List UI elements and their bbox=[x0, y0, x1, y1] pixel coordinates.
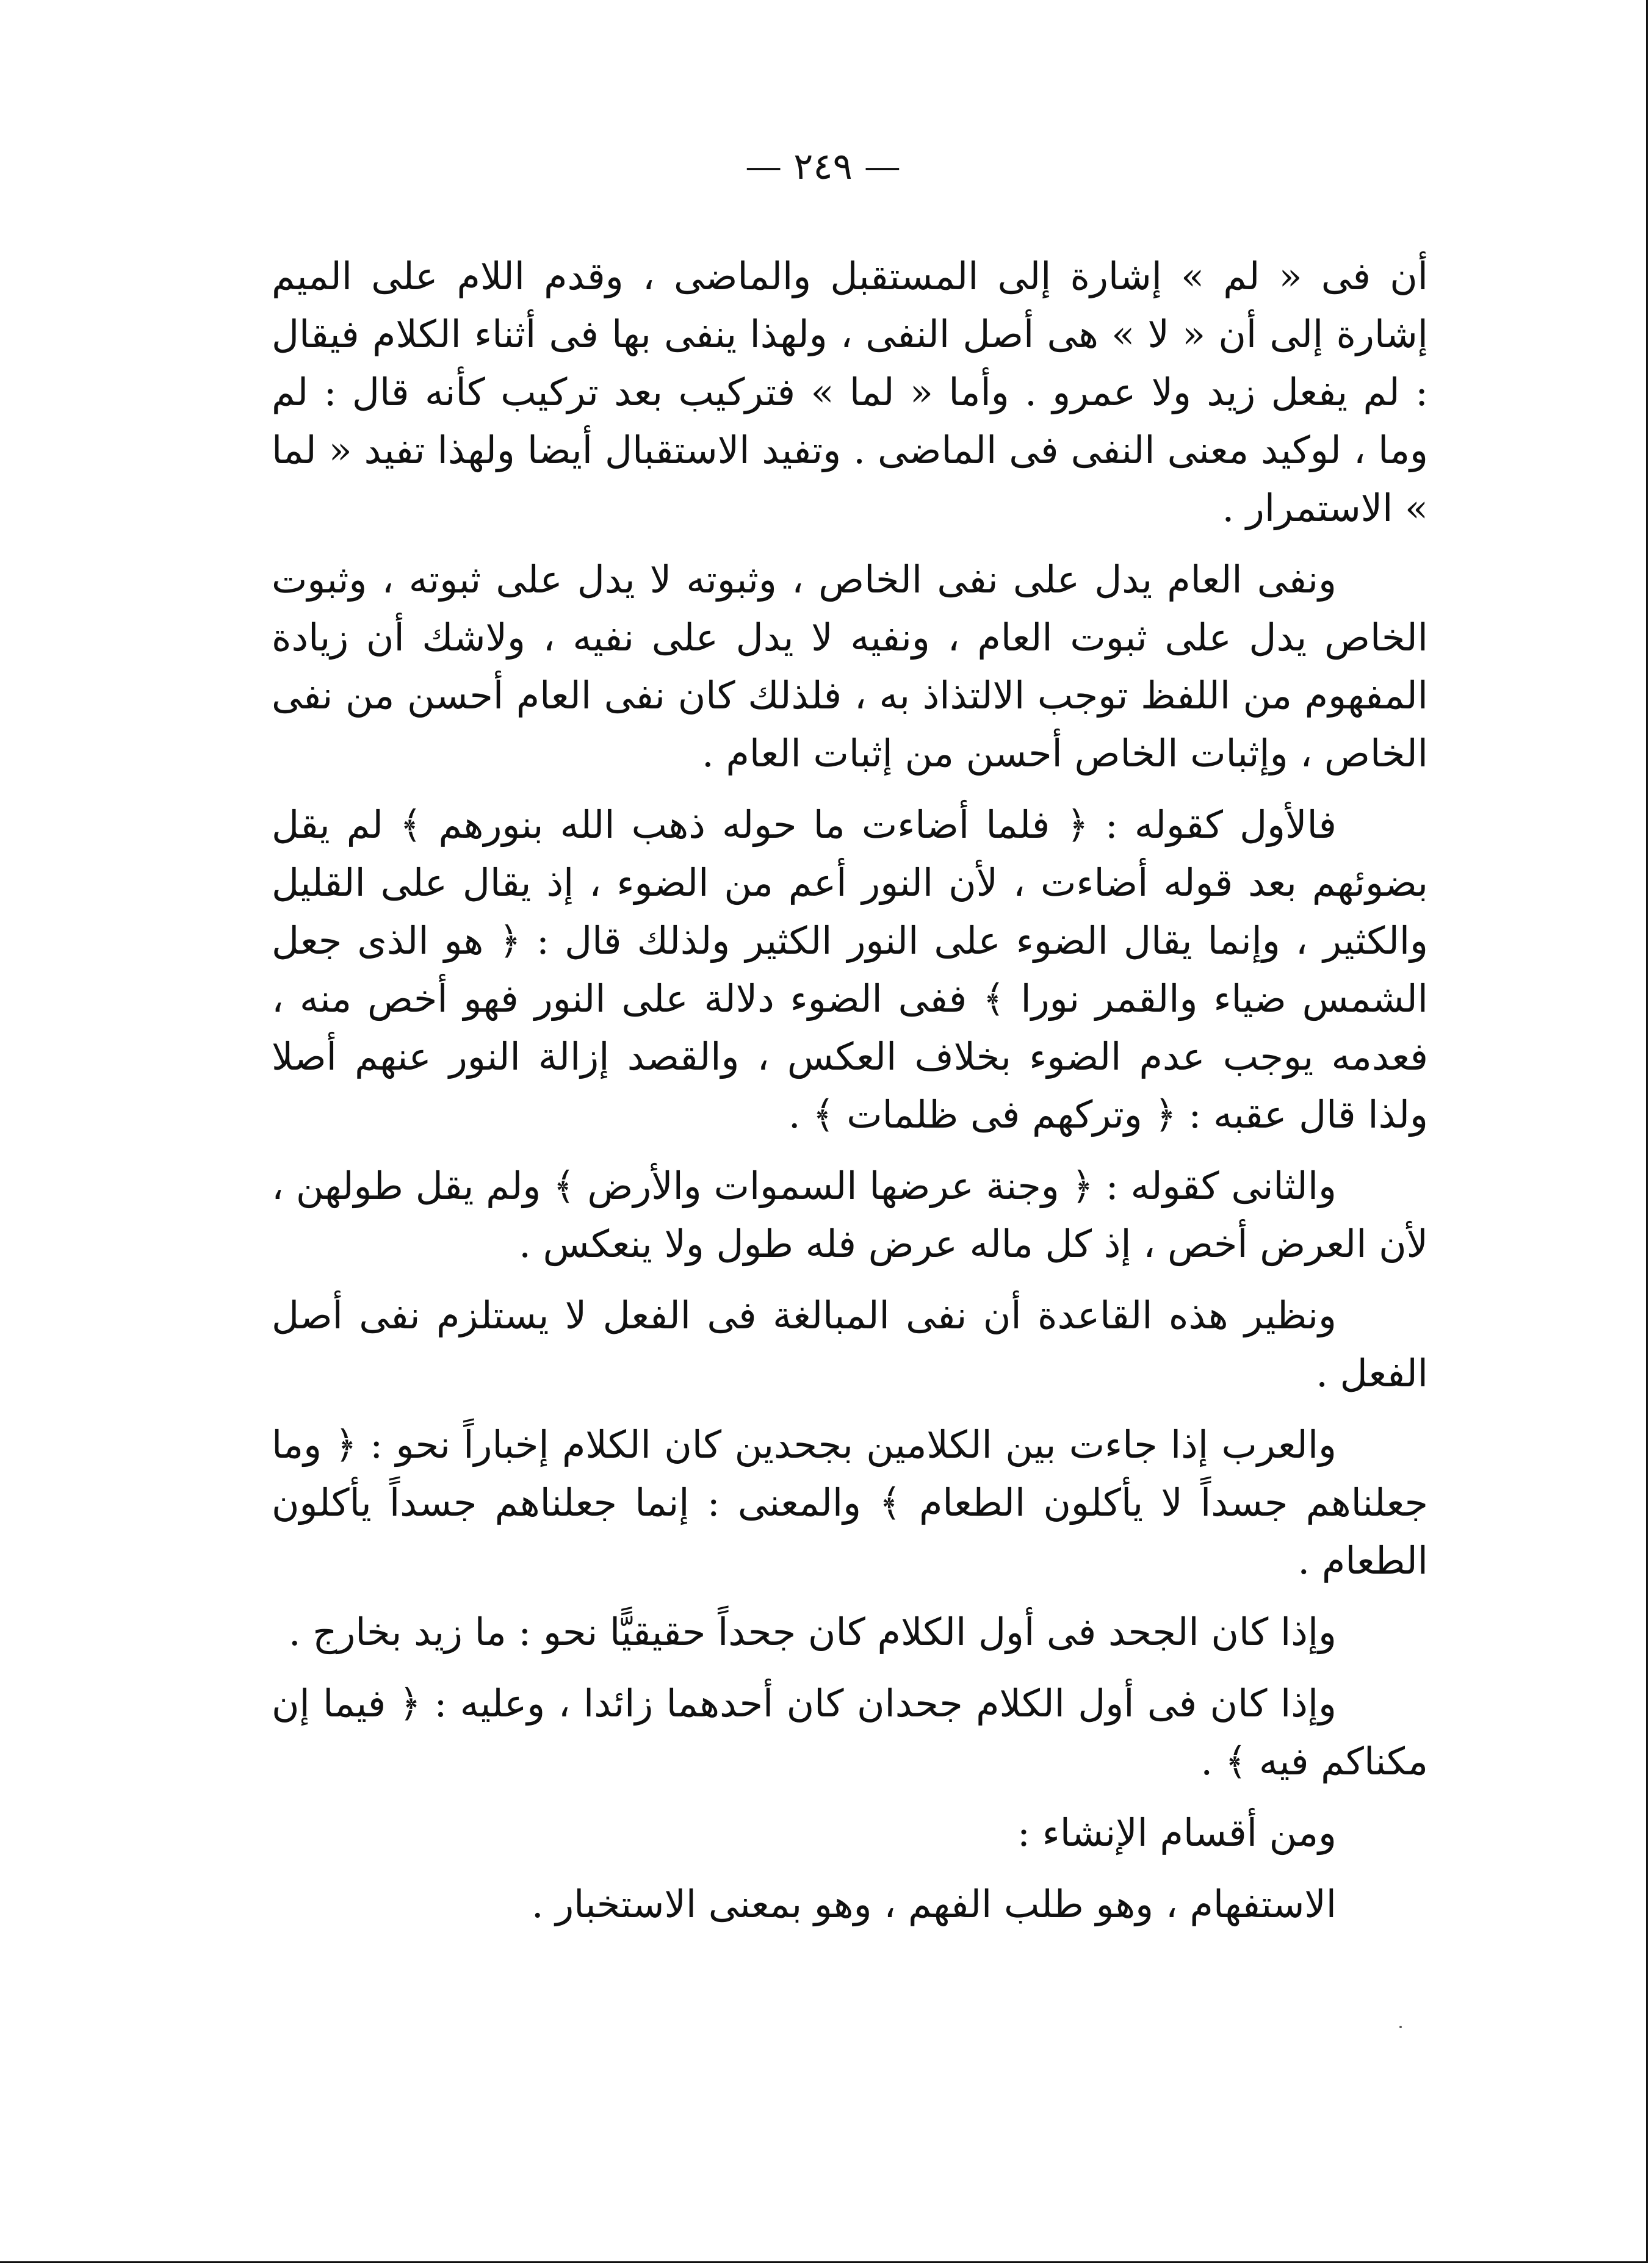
paragraph-10: الاستفهام ، وهو طلب الفهم ، وهو بمعنى الاستخبار . bbox=[531, 1882, 1337, 1926]
paragraph-9: ومن أقسام الإنشاء : bbox=[1017, 1810, 1337, 1855]
paragraph-2: ونفى العام يدل على نفى الخاص ، وثبوته لا يدل على ثبوته ، وثبوت الخاص يدل على ثبوت العام ، ونفيه لا يدل على نفيه ، ولاشك أن زيادة المفهوم من اللفظ توجب الالتذاذ به ، فلذلك كان نفى العام أحسن من نفى الخاص ، وإثبات الخاص أحسن من إثبات العام . bbox=[272, 557, 1428, 776]
paragraph-4: والثانى كقوله : ﴿ وجنة عرضها السموات والأرض ﴾ ولم يقل طولهن ، لأن العرض أخص ، إذ كل ماله عرض فله طول ولا ينعكس . bbox=[272, 1164, 1428, 1266]
scan-speck bbox=[1399, 2026, 1402, 2028]
paragraph-5: ونظير هذه القاعدة أن نفى المبالغة فى الفعل لا يستلزم نفى أصل الفعل . bbox=[272, 1293, 1428, 1395]
paragraph-3: فالأول كقوله : ﴿ فلما أضاءت ما حوله ذهب الله بنورهم ﴾ لم يقل بضوئهم بعد قوله أضاءت ، لأن النور أعم من الضوء ، إذ يقال على القليل والكثير ، وإنما يقال الضوء على النور الكثير ولذلك قال : ﴿ هو الذى جعل الشمس ضياء والقمر نورا ﴾ ففى الضوء دلالة على النور فهو أخص منه ، فعدمه يوجب عدم الضوء بخلاف العكس ، والقصد إزالة النور عنهم أصلا ولذا قال عقبه : ﴿ وتركهم فى ظلمات ﴾ . bbox=[272, 802, 1429, 1137]
paragraph-1: أن فى « لم » إشارة إلى المستقبل والماضى ، وقدم اللام على الميم إشارة إلى أن « لا » هى أصل النفى ، ولهذا ينفى بها فى أثناء الكلام فيقال : لم يفعل زيد ولا عمرو . وأما « لما » فتركيب بعد تركيب كأنه قال : لم وما ، لوكيد معنى النفى فى الماضى . وتفيد الاستقبال أيضا ولهذا تفيد « لما » الاستمرار . bbox=[272, 254, 1428, 530]
page-number: — ٢٤٩ — bbox=[745, 145, 901, 188]
paragraph-8: وإذا كان فى أول الكلام جحدان كان أحدهما زائدا ، وعليه : ﴿ فيما إن مكناكم فيه ﴾ . bbox=[272, 1681, 1428, 1784]
body-text bbox=[272, 247, 1428, 1946]
paragraph-7: وإذا كان الجحد فى أول الكلام كان جحداً حقيقيًّا نحو : ما زيد بخارج . bbox=[288, 1610, 1337, 1654]
paragraph-6: والعرب إذا جاءت بين الكلامين بجحدين كان الكلام إخباراً نحو : ﴿ وما جعلناهم جسداً لا يأكلون الطعام ﴾ والمعنى : إنما جعلناهم جسداً يأكلون الطعام . bbox=[272, 1422, 1428, 1583]
